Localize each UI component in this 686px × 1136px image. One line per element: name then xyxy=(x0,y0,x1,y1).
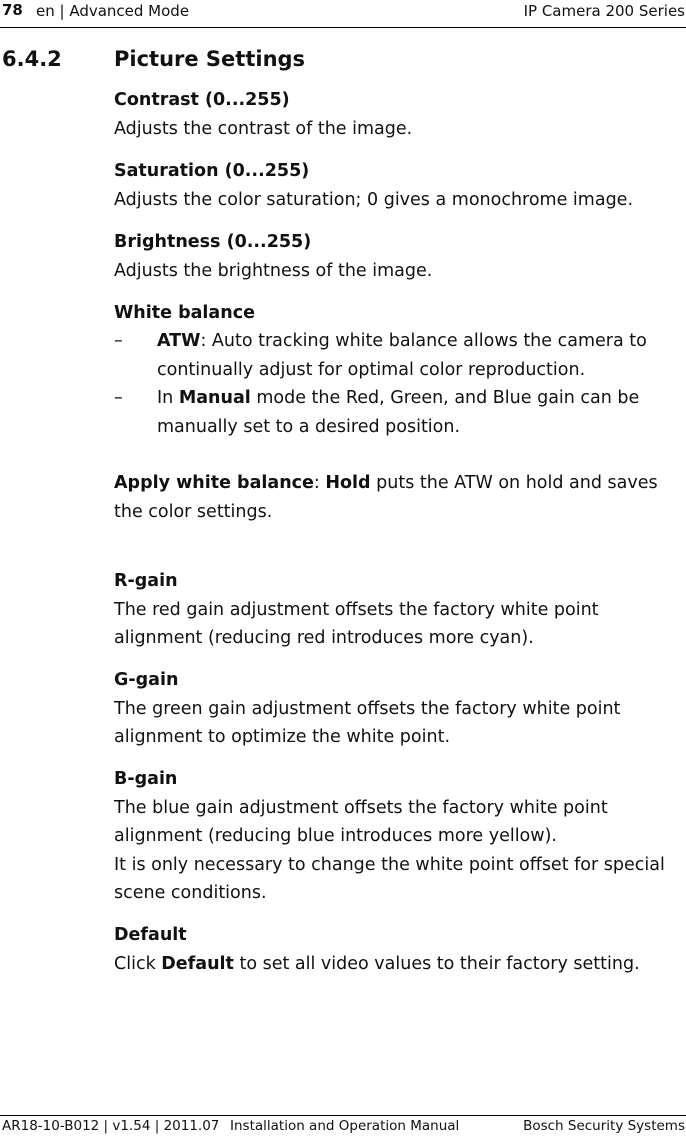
white-balance-item-atw xyxy=(114,327,686,385)
footer-company: Bosch Security Systems xyxy=(523,1118,685,1134)
term-atw: ATW xyxy=(157,331,201,351)
b-gain-block xyxy=(114,765,686,908)
b-gain-text: The blue gain adjustment offsets the factory white point alignment (reducing blue introduces more yellow). xyxy=(114,797,608,846)
term-default: Default xyxy=(161,953,234,974)
saturation-label: Saturation (0...255) xyxy=(114,161,310,181)
saturation-text: Adjusts the color saturation; 0 gives a monochrome image. xyxy=(114,189,634,210)
r-gain-block xyxy=(114,567,686,653)
brightness-block xyxy=(114,228,686,285)
brightness-label: Brightness (0...255) xyxy=(114,232,312,252)
apply-white-balance-block: Apply white balance: Hold puts the ATW on hold and saves the color settings. xyxy=(114,473,658,522)
b-gain-label: B-gain xyxy=(114,769,178,789)
white-balance-item-text: ATW: Auto tracking white balance allows the camera to continually adjust for optimal color reproduction. xyxy=(157,331,647,380)
brightness-text: Adjusts the brightness of the image. xyxy=(114,260,433,281)
header-divider xyxy=(0,27,686,28)
term-manual: Manual xyxy=(178,388,251,408)
b-gain-note: It is only necessary to change the white point offset for special scene conditions. xyxy=(114,854,665,903)
bullet-dash: – xyxy=(114,331,123,351)
page-number: 78 xyxy=(2,1,23,19)
bullet-dash: – xyxy=(114,388,123,408)
footer-doc-type: Installation and Operation Manual xyxy=(230,1118,460,1134)
footer-divider xyxy=(0,1115,686,1116)
white-balance-block xyxy=(114,299,686,328)
g-gain-label: G-gain xyxy=(114,670,179,690)
section-number: 6.4.2 xyxy=(2,47,62,71)
default-text: Click Default to set all video values to their factory setting. xyxy=(114,953,640,974)
r-gain-label: R-gain xyxy=(114,571,178,591)
white-balance-item-text: In Manual mode the Red, Green, and Blue gain can be manually set to a desired position. xyxy=(157,388,640,437)
white-balance-item-manual xyxy=(114,384,686,442)
header-section: en | Advanced Mode xyxy=(36,2,190,20)
contrast-label: Contrast (0...255) xyxy=(114,90,290,110)
page-header xyxy=(0,0,686,28)
term-hold: Hold xyxy=(325,473,371,493)
default-label: Default xyxy=(114,925,187,945)
contrast-text: Adjusts the contrast of the image. xyxy=(114,118,413,139)
default-block xyxy=(114,921,686,978)
white-balance-label: White balance xyxy=(114,303,255,323)
footer-doc-id: AR18-10-B012 | v1.54 | 2011.07 xyxy=(2,1118,220,1134)
apply-white-balance-label: Apply white balance xyxy=(114,473,314,493)
r-gain-text: The red gain adjustment offsets the factory white point alignment (reducing red introduces more cyan). xyxy=(114,599,599,648)
section-title: Picture Settings xyxy=(114,47,306,71)
header-product: IP Camera 200 Series xyxy=(523,2,685,20)
g-gain-block xyxy=(114,666,686,752)
g-gain-text: The green gain adjustment offsets the factory white point alignment to optimize the white point. xyxy=(114,698,621,747)
saturation-block xyxy=(114,157,686,214)
contrast-block xyxy=(114,86,686,143)
